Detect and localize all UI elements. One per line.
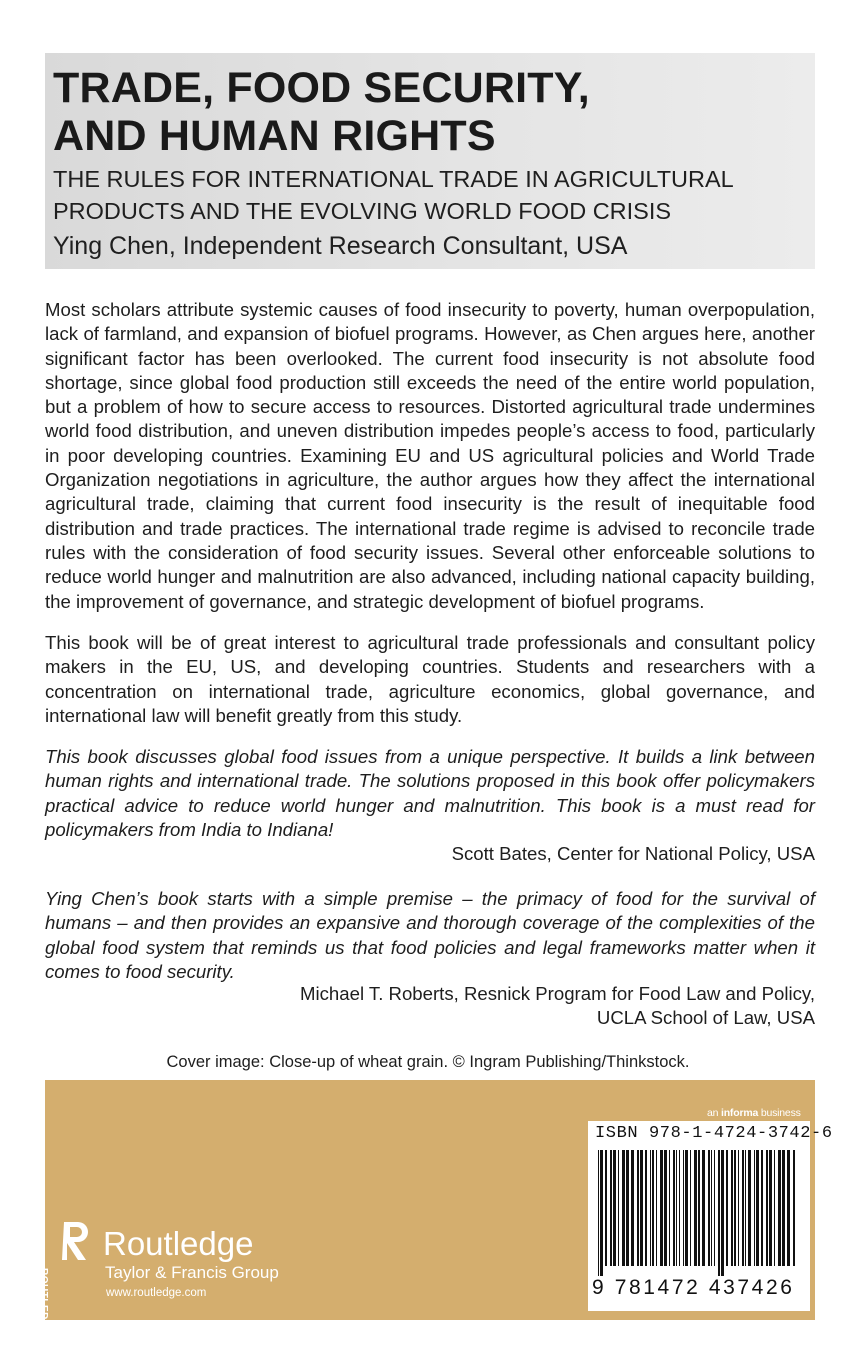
barcode-bar xyxy=(669,1150,670,1266)
barcode-bar xyxy=(745,1150,746,1266)
attribution-1-line-1: Scott Bates, Center for National Policy, USA xyxy=(451,843,815,864)
barcode-bar xyxy=(637,1150,639,1266)
isbn-label: ISBN 978-1-4724-3742-6 xyxy=(595,1124,833,1143)
barcode-bar xyxy=(708,1150,710,1266)
description-paragraph-2: This book will be of great interest to agricultural trade professionals and consultant policy makers in the EU, US, and developing countries. Students and researchers with a concentration on international trade, agriculture economics, global governance, and international law will benefit greatly from this study. xyxy=(45,632,815,726)
barcode-bar xyxy=(778,1150,781,1266)
barcode-bar xyxy=(683,1150,684,1266)
barcode-bar xyxy=(714,1150,715,1266)
barcode-bar xyxy=(664,1150,667,1266)
description-paragraph-1: Most scholars attribute systemic causes of food insecurity to poverty, human overpopulation, lack of farmland, and expansion of biofuel programs. However, as Chen argues here, another significant factor has been overlooked. The current food insecurity is not absolute food shortage, since global food production still exceeds the need of the entire world population, but a problem of how to secure access to resources. Distorted agricultural trade undermines world food distribution, and uneven distribution impedes people’s access to food, particularly in poor developing countries. Examining EU and US agricultural policies and World Trade Organization negotiations in agriculture, the author argues how they affect the international agricultural trade, claiming that current food insecurity is the result of inequitable food distribution and trade practices. The international trade regime is advised to reconcile trade rules with the consideration of food security issues. Several other enforceable solutions to reduce world hunger and malnutrition are also advanced, including national capacity building, the improvement of governance, and strategic development of biofuel programs. xyxy=(45,299,815,612)
book-subtitle-line-1: THE RULES FOR INTERNATIONAL TRADE IN AGRICULTURAL xyxy=(53,166,734,192)
barcode-bar xyxy=(718,1150,720,1276)
barcode-bars xyxy=(596,1150,800,1276)
book-title xyxy=(53,64,590,160)
barcode-bar xyxy=(622,1150,625,1266)
barcode-bar xyxy=(711,1150,712,1266)
barcode-bar xyxy=(726,1150,728,1266)
endorsement-attribution-1 xyxy=(452,842,815,866)
informa-name: informa xyxy=(721,1107,759,1119)
barcode-bar xyxy=(676,1150,677,1266)
barcode-bar xyxy=(731,1150,733,1266)
barcode-bar xyxy=(787,1150,790,1266)
barcode-bar xyxy=(738,1150,739,1266)
endorsement-attribution-2 xyxy=(300,982,815,1031)
barcode-bar xyxy=(645,1150,647,1266)
barcode-bar xyxy=(761,1150,763,1266)
informa-prefix: an xyxy=(707,1107,719,1119)
attribution-2-line-1: Michael T. Roberts, Resnick Program for Food Law and Policy, xyxy=(300,983,815,1004)
routledge-logo-vertical-text: ROUTLEDGE xyxy=(38,1268,49,1336)
barcode-bar xyxy=(598,1150,599,1276)
barcode-bar xyxy=(618,1150,619,1266)
barcode-bar xyxy=(769,1150,772,1266)
barcode-digits: 9 781472 437426 xyxy=(592,1276,795,1299)
barcode-bar xyxy=(766,1150,768,1266)
publisher-url[interactable]: www.routledge.com xyxy=(106,1287,207,1299)
publisher-name: Routledge xyxy=(103,1225,254,1262)
endorsement-quote-1: This book discusses global food issues from a unique perspective. It builds a link between human rights and international trade. The solutions proposed in this book offer policymakers practical advice to reduce world hunger and malnutrition. This book is a must read for policymakers from India to Indiana! xyxy=(45,746,815,840)
barcode-bar xyxy=(748,1150,751,1266)
barcode-bar xyxy=(742,1150,744,1266)
barcode-bar xyxy=(685,1150,688,1266)
book-subtitle xyxy=(53,163,734,227)
barcode-bar xyxy=(660,1150,663,1266)
cover-image-credit: Cover image: Close-up of wheat grain. © Ingram Publishing/Thinkstock. xyxy=(166,1053,690,1071)
barcode-bar xyxy=(702,1150,705,1266)
barcode-bar xyxy=(698,1150,700,1266)
barcode-bar xyxy=(605,1150,607,1266)
barcode-bar xyxy=(721,1150,724,1276)
barcode-bar xyxy=(652,1150,654,1266)
barcode-bar xyxy=(626,1150,629,1266)
barcode-bar xyxy=(690,1150,691,1266)
barcode-bar xyxy=(734,1150,736,1266)
book-subtitle-line-2: PRODUCTS AND THE EVOLVING WORLD FOOD CRISIS xyxy=(53,198,672,224)
barcode-bar xyxy=(631,1150,634,1266)
barcode-bar xyxy=(793,1150,795,1266)
barcode-bar xyxy=(782,1150,785,1266)
informa-business-tag xyxy=(707,1107,801,1119)
endorsement-quote-2: Ying Chen’s book starts with a simple premise – the primacy of food for the survival of humans – and then provides an expansive and thorough coverage of the complexities of the global food system that reminds us that food policies and legal frameworks matter when it comes to food security. xyxy=(45,888,815,982)
routledge-logo-icon xyxy=(56,1218,100,1270)
informa-suffix: business xyxy=(760,1107,801,1119)
barcode-bar xyxy=(650,1150,651,1266)
barcode-bar xyxy=(694,1150,697,1266)
attribution-2-line-2: UCLA School of Law, USA xyxy=(596,1007,815,1029)
barcode-bar xyxy=(756,1150,759,1266)
barcode-bar xyxy=(656,1150,657,1266)
barcode-bar xyxy=(600,1150,603,1276)
barcode-bar xyxy=(610,1150,612,1266)
barcode-bar xyxy=(673,1150,675,1266)
barcode-bar xyxy=(679,1150,680,1266)
barcode-bar xyxy=(640,1150,643,1266)
publisher-group: Taylor & Francis Group xyxy=(105,1263,279,1282)
book-author: Ying Chen, Independent Research Consultant, USA xyxy=(53,232,628,260)
barcode-bar xyxy=(774,1150,775,1266)
barcode-bar xyxy=(613,1150,616,1266)
book-title-line-2: AND HUMAN RIGHTS xyxy=(53,112,496,160)
book-title-line-1: TRADE, FOOD SECURITY, xyxy=(53,64,590,112)
barcode-bar xyxy=(754,1150,755,1266)
